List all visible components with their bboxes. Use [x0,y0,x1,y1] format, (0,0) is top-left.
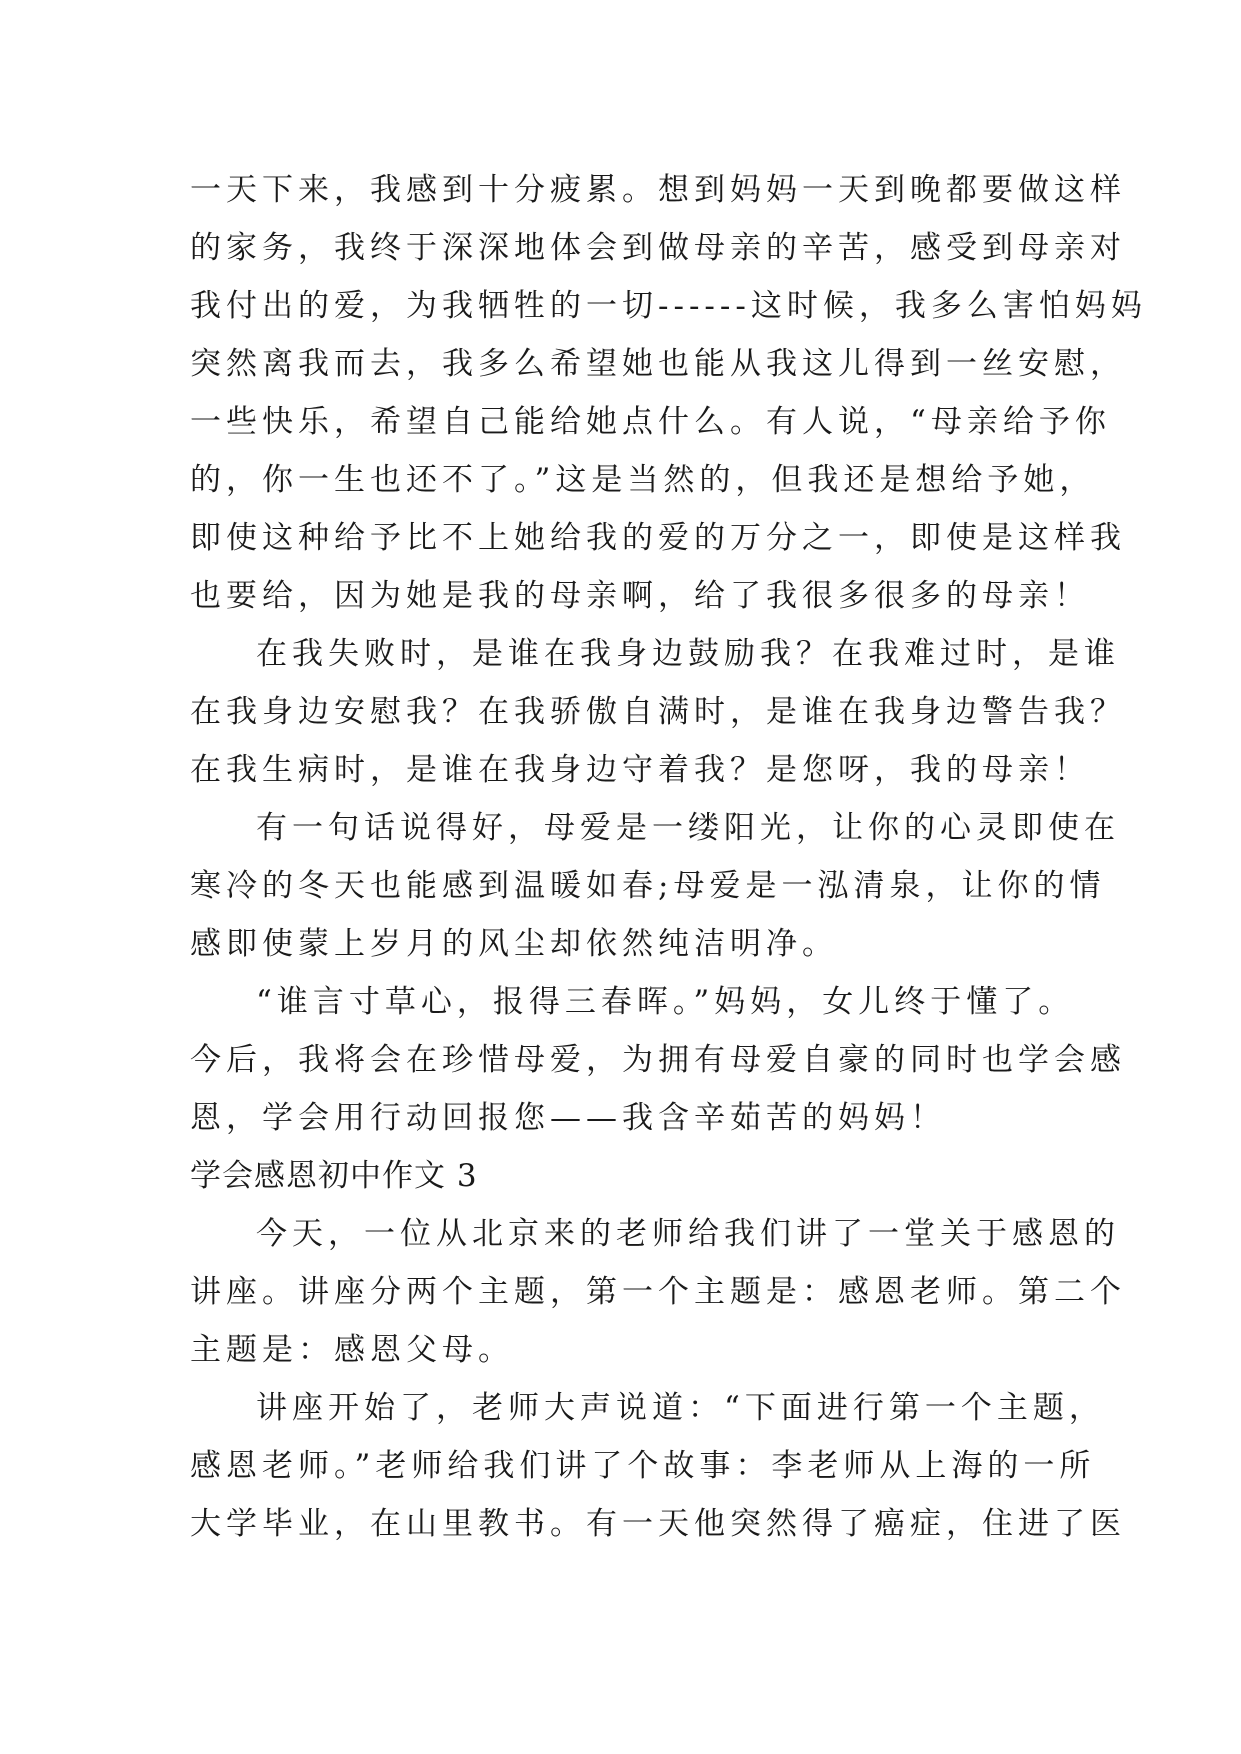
text-line: 我付出的爱，为我牺牲的一切------这时候，我多么害怕妈妈 [190,288,1147,324]
text-line: 在我失败时，是谁在我身边鼓励我？在我难过时，是谁 [256,636,1120,672]
text-line: 突然离我而去，我多么希望她也能从我这儿得到一丝安慰， [190,346,1126,382]
text-line: 也要给，因为她是我的母亲啊，给了我很多很多的母亲！ [190,578,1090,614]
text-line: 在我身边安慰我？在我骄傲自满时，是谁在我身边警告我？ [190,694,1126,730]
paragraph-1 [190,161,1147,625]
text-line: 一些快乐，希望自己能给她点什么。有人说，“母亲给予你 [190,404,1111,440]
text-line: 寒冷的冬天也能感到温暖如春;母爱是一泓清泉，让你的情 [190,868,1106,904]
paragraph-5 [190,1205,1126,1379]
text-line: 一天下来，我感到十分疲累。想到妈妈一天到晚都要做这样 [190,172,1126,208]
text-line: 大学毕业，在山里教书。有一天他突然得了癌症，住进了医 [190,1506,1126,1542]
paragraph-2 [190,625,1126,799]
text-line: 感即使蒙上岁月的风尘却依然纯洁明净。 [190,926,838,962]
text-line: 感恩老师。”老师给我们讲了个故事：李老师从上海的一所 [190,1448,1096,1484]
paragraph-3 [190,799,1120,973]
paragraph-4 [190,973,1126,1147]
paragraph-6 [190,1379,1126,1553]
text-line: 讲座开始了，老师大声说道：“下面进行第一个主题， [256,1390,1105,1426]
text-line: 今后，我将会在珍惜母爱，为拥有母爱自豪的同时也学会感 [190,1042,1126,1078]
text-line: 的，你一生也还不了。”这是当然的，但我还是想给予她， [190,462,1096,498]
text-line: 讲座。讲座分两个主题，第一个主题是：感恩老师。第二个 [190,1274,1126,1310]
text-line: 在我生病时，是谁在我身边守着我？是您呀，我的母亲！ [190,752,1090,788]
text-line: 即使这种给予比不上她给我的爱的万分之一，即使是这样我 [190,520,1126,556]
section-heading: 学会感恩初中作文 3 [190,1158,478,1194]
text-line: 恩，学会用行动回报您——我含辛茹苦的妈妈！ [190,1100,946,1136]
text-line: 有一句话说得好，母爱是一缕阳光，让你的心灵即使在 [256,810,1120,846]
text-line: 主题是：感恩父母。 [190,1332,514,1368]
text-line: 的家务，我终于深深地体会到做母亲的辛苦，感受到母亲对 [190,230,1126,266]
document-body [190,161,1147,1553]
text-line: “谁言寸草心，报得三春晖。”妈妈，女儿终于懂了。 [256,984,1075,1020]
text-line: 今天，一位从北京来的老师给我们讲了一堂关于感恩的 [256,1216,1120,1252]
